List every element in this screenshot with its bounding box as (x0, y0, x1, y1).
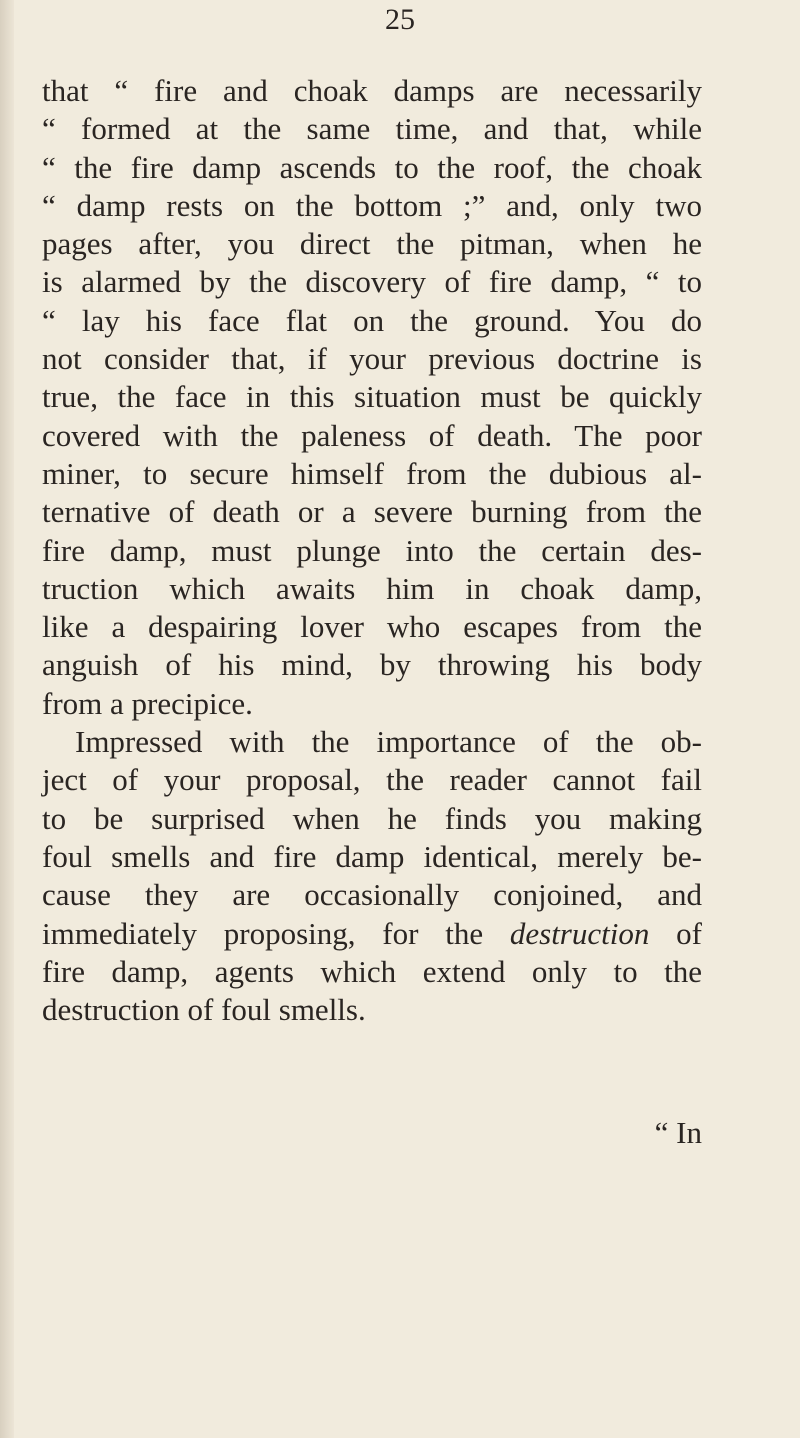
text-line: ject of your proposal, the reader cannot fail (42, 762, 702, 798)
text-segment: immediately proposing, for the (42, 915, 510, 951)
text-line: “ lay his face flat on the ground. You do (42, 302, 702, 338)
text-line-with-emphasis (42, 915, 702, 953)
text-line: miner, to secure himself from the dubious al- (42, 455, 702, 491)
body-text (42, 72, 702, 1150)
text-line: true, the face in this situation must be quickly (42, 379, 702, 415)
text-line: to be surprised when he finds you making (42, 800, 702, 836)
text-line: covered with the paleness of death. The poor (42, 417, 702, 453)
text-line: pages after, you direct the pitman, when he (42, 226, 702, 262)
text-line: foul smells and fire damp identical, merely be- (42, 838, 702, 874)
text-line: “ formed at the same time, and that, while (42, 111, 702, 147)
text-line: ternative of death or a severe burning from the (42, 494, 702, 530)
italic-emphasis: destruction (509, 915, 650, 951)
text-line: is alarmed by the discovery of fire damp, “ to (42, 264, 702, 300)
text-line: Impressed with the importance of the ob- (75, 724, 702, 760)
text-line: fire damp, agents which extend only to the (42, 953, 702, 989)
text-line: truction which awaits him in choak damp, (42, 570, 702, 606)
text-line: destruction of foul smells. (42, 992, 366, 1028)
text-line: “ the fire damp ascends to the roof, the choak (42, 149, 702, 185)
text-line: anguish of his mind, by throwing his body (42, 647, 702, 683)
catchword: “ In (654, 1115, 702, 1150)
text-line: cause they are occasionally conjoined, and (42, 877, 702, 913)
page-number: 25 (385, 3, 415, 36)
text-line: fire damp, must plunge into the certain des- (42, 532, 702, 568)
text-line: not consider that, if your previous doctrine is (42, 341, 702, 377)
page-edge (0, 0, 14, 1438)
text-segment: of (649, 915, 702, 951)
text-line: “ damp rests on the bottom ;” and, only two (42, 187, 702, 223)
text-line: that “ fire and choak damps are necessarily (42, 73, 702, 108)
text-line: from a precipice. (42, 685, 253, 721)
text-line: like a despairing lover who escapes from the (42, 609, 702, 645)
